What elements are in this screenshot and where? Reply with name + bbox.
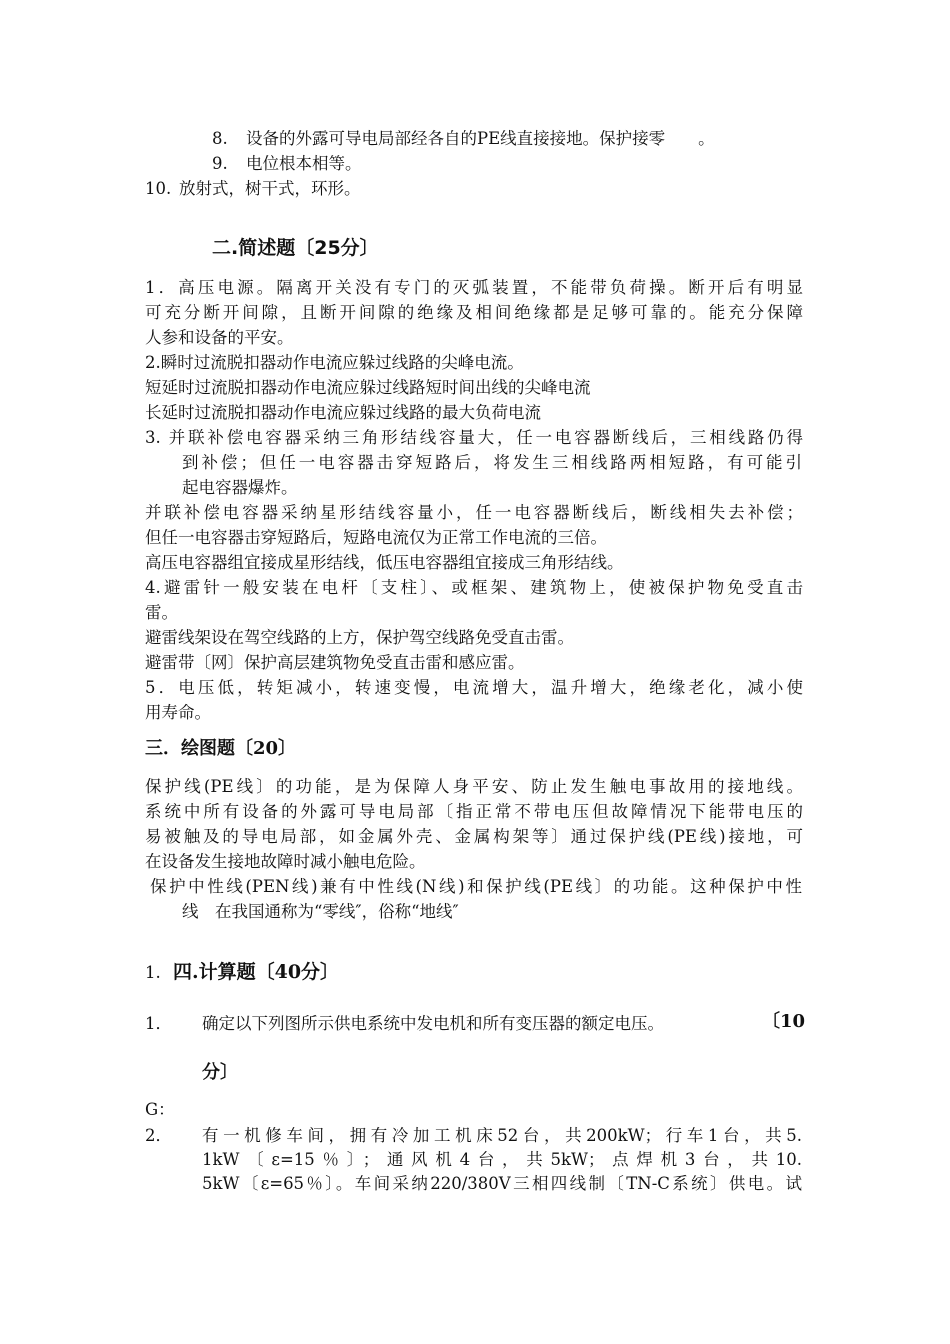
list-number: 10. [145, 179, 172, 198]
question-score: 〔10 [762, 1011, 806, 1032]
paragraph-line: 保护线(PE线〕的功能，是为保障人身平安、防止发生触电事故用的接地线。 [145, 777, 803, 796]
list-text: 放射式，树干式，环形。 [179, 179, 361, 198]
question-number: 1． [145, 1014, 172, 1033]
paragraph-line: 在设备发生接地故障时减小触电危险。 [145, 852, 426, 871]
paragraph-line: 1．高压电源。隔离开关没有专门的灭弧装置，不能带负荷操。断开后有明显 [145, 278, 803, 297]
list-text: 设备的外露可导电局部经各自的PE线直接接地。保护接零 。 [246, 129, 715, 148]
paragraph-line: 起电容器爆炸。 [182, 478, 298, 497]
section-heading-row [145, 961, 339, 984]
section-prefix: 1. [145, 963, 161, 982]
paragraph-line: 3. 并联补偿电容器采纳三角形结线容量大，任一电容器断线后，三相线路仍得 [145, 428, 803, 447]
paragraph-line: 雷。 [145, 603, 178, 622]
paragraph-line: 短延时过流脱扣器动作电流应躲过线路短时间出线的尖峰电流 [145, 378, 591, 397]
list-item [145, 178, 361, 200]
paragraph-line: 2.瞬时过流脱扣器动作电流应躲过线路的尖峰电流。 [145, 353, 524, 372]
paragraph-line: 但任一电容器击穿短路后，短路电流仅为正常工作电流的三倍。 [145, 528, 607, 547]
figure-label: G： [145, 1100, 175, 1119]
section-heading: 四.计算题〔40分〕 [173, 961, 340, 983]
list-number: 8. [212, 129, 228, 148]
question-number: 2． [145, 1126, 172, 1145]
paragraph-line: 高压电容器组宜接成星形结线，低压电容器组宜接成三角形结线。 [145, 553, 624, 572]
paragraph-line: 4.避雷针一般安装在电杆〔支柱〕、或框架、建筑物上，使被保护物免受直击 [145, 578, 803, 597]
paragraph-line: 易被触及的导电局部，如金属外壳、金属构架等〕通过保护线(PE线)接地，可 [145, 827, 803, 846]
paragraph-line: 人参和设备的平安。 [145, 328, 294, 347]
paragraph-line: 避雷线架设在驾空线路的上方，保护驾空线路免受直击雷。 [145, 628, 574, 647]
question-text: 1kW〔ε=15％〕；通风机4台，共5kW；点焊机3台，共10. [202, 1150, 802, 1169]
paragraph-line: 用寿命。 [145, 703, 211, 722]
paragraph-line: 可充分断开间隙，且断开间隙的绝缘及相间绝缘都是足够可靠的。能充分保障 [145, 303, 803, 322]
question-text: 确定以下列图所示供电系统中发电机和所有变压器的额定电压。 [202, 1014, 664, 1033]
list-text: 电位根本相等。 [246, 154, 362, 173]
list-number: 9. [212, 154, 228, 173]
paragraph-line: 5．电压低，转矩减小，转速变慢，电流增大，温升增大，绝缘老化，减小使 [145, 678, 803, 697]
question-score: 分〕 [202, 1062, 238, 1083]
section-heading: 三．绘图题〔20〕 [145, 738, 297, 759]
question-text: 5kW〔ε=65％〕。车间采纳220/380V三相四线制〔TN-C系统〕供电。试 [202, 1174, 802, 1193]
question-text: 有一机修车间，拥有冷加工机床52台，共200kW；行车1台，共5. [202, 1126, 802, 1145]
paragraph-line: 保护中性线(PEN线)兼有中性线(N线)和保护线(PE线〕的功能。这种保护中性 [150, 877, 802, 896]
list-item [212, 153, 362, 175]
paragraph-line: 长延时过流脱扣器动作电流应躲过线路的最大负荷电流 [145, 403, 541, 422]
paragraph-line: 到补偿；但任一电容器击穿短路后，将发生三相线路两相短路，有可能引 [182, 453, 802, 472]
section-heading: 二.简述题〔25分〕 [212, 237, 379, 259]
paragraph-line: 并联补偿电容器采纳星形结线容量小，任一电容器断线后，断线相失去补偿； [145, 503, 803, 522]
list-item [212, 128, 715, 150]
paragraph-line: 避雷带〔网〕保护高层建筑物免受直击雷和感应雷。 [145, 653, 525, 672]
paragraph-line: 线 在我国通称为“零线″，俗称“地线″ [182, 902, 459, 921]
paragraph-line: 系统中所有设备的外露可导电局部〔指正常不带电压但故障情况下能带电压的 [145, 802, 803, 821]
